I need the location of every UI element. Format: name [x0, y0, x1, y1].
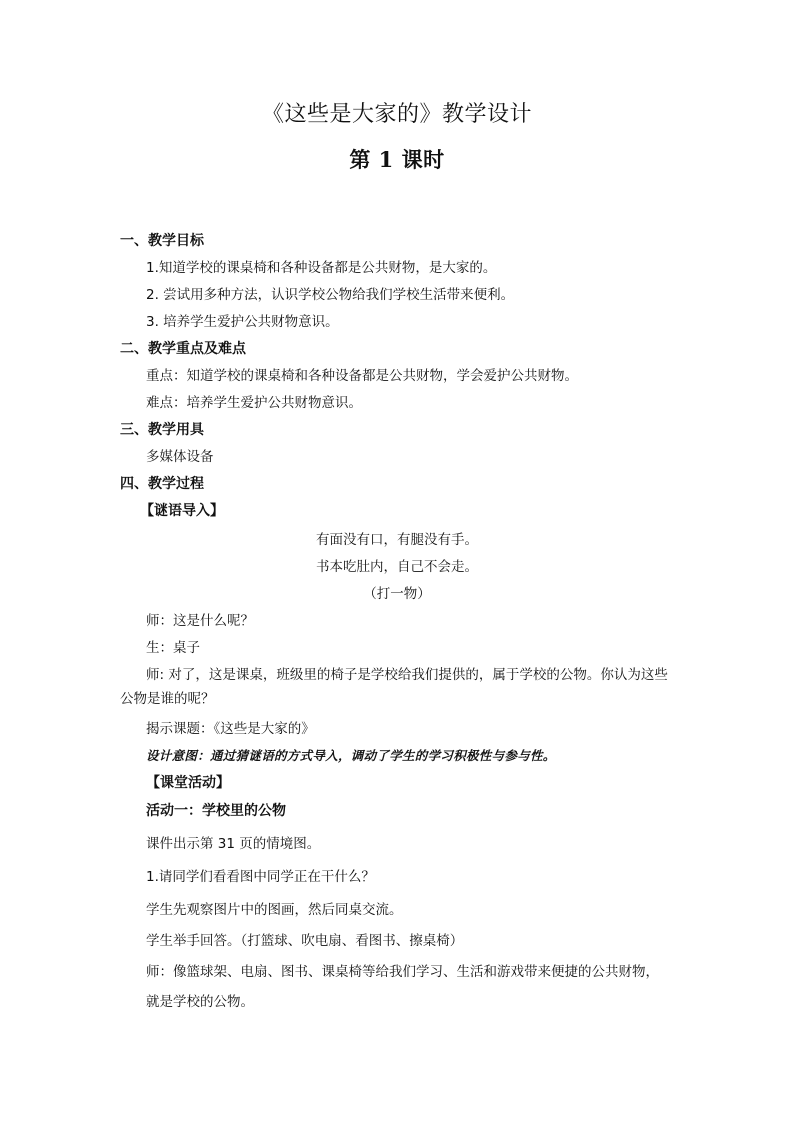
goal-item: 2. 尝试用多种方法，认识学校公物给我们学校生活带来便利。	[146, 287, 515, 303]
section-heading-process: 四、教学过程	[120, 476, 204, 492]
teacher-paragraph: 师: 对了，这是课桌，班级里的椅子是学校给我们提供的，属于学校的公物。你认为这些公物是谁的呢？	[120, 667, 668, 707]
riddle-line: 有面没有口，有腿没有手。	[316, 532, 478, 548]
page-title: 《这些是大家的》教学设计	[261, 102, 532, 127]
activity-line: 课件出示第 31 页的情境图。	[146, 836, 321, 852]
lesson-subtitle: 第 1 课时	[349, 147, 445, 172]
dialog-line: 生：桌子	[146, 640, 200, 656]
activity-line: 1.请同学们看看图中同学正在干什么？	[146, 869, 375, 885]
activity-line: 学生先观察图片中的图画，然后同桌交流。	[146, 902, 403, 918]
design-intent: 设计意图：通过猜谜语的方式导入，调动了学生的学习积极性与参与性。	[146, 748, 556, 763]
riddle-heading: 【谜语导入】	[140, 503, 224, 519]
section-heading-tools: 三、教学用具	[120, 422, 204, 438]
riddle-line: 书本吃肚内，自己不会走。	[316, 559, 478, 575]
activity-heading: 【课堂活动】	[146, 775, 230, 791]
dialog-line: 师：这是什么呢？	[146, 613, 254, 629]
riddle-hint: （打一物）	[363, 586, 431, 602]
section-heading-goals: 一、教学目标	[120, 233, 204, 249]
section-heading-key-points: 二、教学重点及难点	[120, 341, 246, 357]
teacher-summary: 师：像篮球架、电扇、图书、课桌椅等给我们学习、生活和游戏带来便捷的公共财物，	[146, 964, 659, 980]
reveal-topic: 揭示课题：《这些是大家的》	[146, 721, 315, 737]
activity-line: 学生举手回答。（打篮球、吹电扇、看图书、擦桌椅）	[146, 933, 464, 949]
goal-item: 1.知道学校的课桌椅和各种设备都是公共财物，是大家的。	[146, 260, 497, 276]
tool-item: 多媒体设备	[146, 449, 214, 465]
key-point: 重点：知道学校的课桌椅和各种设备都是公共财物，学会爱护公共财物。	[146, 368, 578, 384]
teacher-summary-cont: 就是学校的公物。	[146, 994, 254, 1010]
difficult-point: 难点：培养学生爱护公共财物意识。	[146, 395, 362, 411]
goal-item: 3. 培养学生爱护公共财物意识。	[146, 314, 339, 330]
activity-one-title: 活动一：学校里的公物	[146, 803, 286, 819]
